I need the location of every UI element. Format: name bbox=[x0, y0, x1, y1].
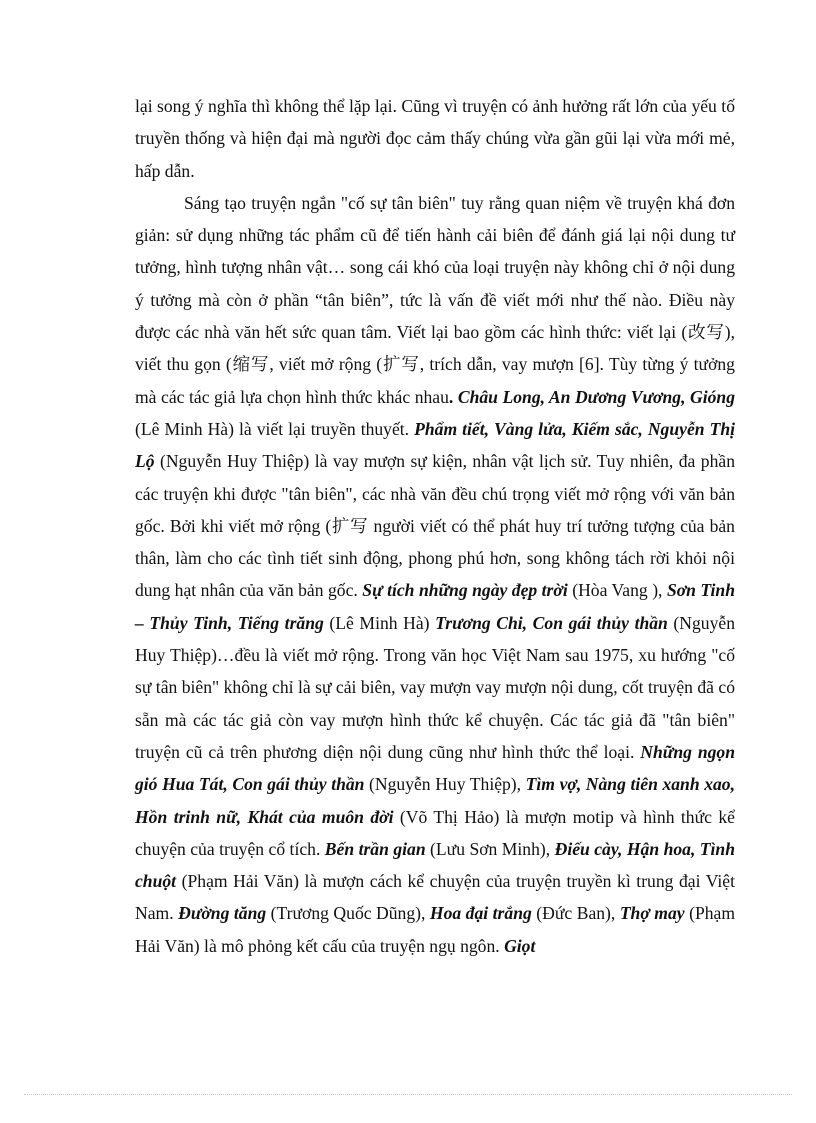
work-title: Những ngọn gió Hua Tát, Con gái thủy thần bbox=[135, 741, 735, 795]
text-run: (Đức Ban), bbox=[531, 903, 620, 924]
chinese-term-suoxie: 缩写 bbox=[231, 354, 270, 375]
body-text bbox=[135, 90, 735, 962]
text-run: (Võ Thị Hảo) là mượn motip và hình thức kể chuyện của truyện cổ tích. bbox=[135, 806, 735, 859]
work-title: Giọt bbox=[504, 935, 536, 956]
work-title: Điếu cày, Hận hoa, Tình chuột bbox=[135, 838, 735, 892]
chinese-term-gaixie: (改写) bbox=[681, 322, 731, 343]
work-title: Châu Long, An Dương Vương, Gióng bbox=[453, 386, 735, 407]
chinese-term-kuoxie: 扩写 bbox=[331, 515, 369, 536]
chinese-term-kuoxie: 扩写 bbox=[382, 354, 420, 375]
text-run: (Lê Minh Hà) là viết lại truyền thuyết. bbox=[135, 418, 415, 439]
text-run: Sáng tạo truyện ngắn "cố sự tân biên" tuy rằng quan niệm về truyện khá đơn giản: sử dụng những tác phẩm cũ để tiến hành cải biên để đánh giá lại nội dung tư tưởng, hình tượng nhân vật… song cái khó của loại truyện này không chỉ ở nội dung ý tưởng mà còn ở phần “tân biên”, tức là vấn đề viết mới như thế nào. Điều này được các nhà văn hết sức quan tâm. Viết lại bao gồm các hình thức: viết lại bbox=[135, 192, 735, 343]
work-title: Thợ may bbox=[619, 903, 685, 924]
text-run: (Hòa Vang ), bbox=[567, 580, 667, 601]
text-run: , viết thu gọn ( bbox=[135, 322, 736, 375]
text-run: (Trương Quốc Dũng), bbox=[266, 903, 430, 924]
text-run: (Phạm Hải Văn) là mô phỏng kết cấu của truyện ngụ ngôn. bbox=[135, 903, 736, 956]
work-title: Phẩm tiết, Vàng lửa, Kiếm sắc, Nguyễn Thị Lộ bbox=[135, 418, 735, 472]
text-run: , viết mở rộng ( bbox=[269, 354, 383, 375]
work-title: Hoa đại trắng bbox=[429, 903, 532, 924]
work-title: Bến trần gian bbox=[324, 838, 426, 859]
work-title: Tìm vợ, Nàng tiên xanh xao, Hồn trinh nữ, Khát của muôn đời bbox=[135, 774, 735, 827]
paragraph-2 bbox=[135, 187, 735, 962]
text-run: , trích dẫn, vay mượn [6]. Tùy từng ý tưởng mà các tác giả lựa chọn hình thức khác nhau bbox=[135, 354, 735, 407]
text-run: (Lê Minh Hà) bbox=[323, 612, 436, 633]
work-title: Trương Chi, Con gái thủy thần bbox=[435, 612, 668, 633]
text-run: (Nguyễn Huy Thiệp) là vay mượn sự kiện, nhân vật lịch sử. Tuy nhiên, đa phần các truyện khi được "tân biên", các nhà văn đều chú trọng viết mở rộng với văn bản gốc. Bởi khi viết mở rộng ( bbox=[135, 451, 735, 536]
text-run: (Phạm Hải Văn) là mượn cách kể chuyện của truyện truyền kì trung đại Việt Nam. bbox=[135, 871, 735, 924]
work-title: Sơn Tinh – Thủy Tinh, Tiếng trăng bbox=[135, 580, 735, 633]
text-run: (Lưu Sơn Minh), bbox=[425, 838, 555, 859]
work-title: Đường tăng bbox=[178, 903, 267, 924]
bold-period: . bbox=[448, 386, 454, 407]
work-title: Sự tích những ngày đẹp trời bbox=[362, 580, 568, 601]
text-run: (Nguyễn Huy Thiệp)…đều là viết mở rộng. Trong văn học Việt Nam sau 1975, xu hướng "cố sự tân biên" không chỉ là sự cải biên, vay mượn vay mượn nội dung, cốt truyện đã có sẵn mà các tác giả còn vay mượn hình thức kể chuyện. Các tác giả đã "tân biên" truyện cũ cả trên phương diện nội dung cũng như hình thức thể loại. bbox=[135, 612, 735, 762]
paragraph-1: lại song ý nghĩa thì không thể lặp lại. Cũng vì truyện có ảnh hưởng rất lớn của yếu tố truyền thống và hiện đại mà người đọc cảm thấy chúng vừa gần gũi lại vừa mới mẻ, hấp dẫn. bbox=[135, 96, 735, 181]
text-run: người viết có thể phát huy trí tưởng tượng của bản thân, làm cho các tình tiết sinh động, phong phú hơn, song không tách rời khỏi nội dung hạt nhân của văn bản gốc. bbox=[135, 515, 735, 601]
page-bottom-rule bbox=[24, 1094, 792, 1095]
text-run: (Nguyễn Huy Thiệp), bbox=[364, 774, 526, 795]
